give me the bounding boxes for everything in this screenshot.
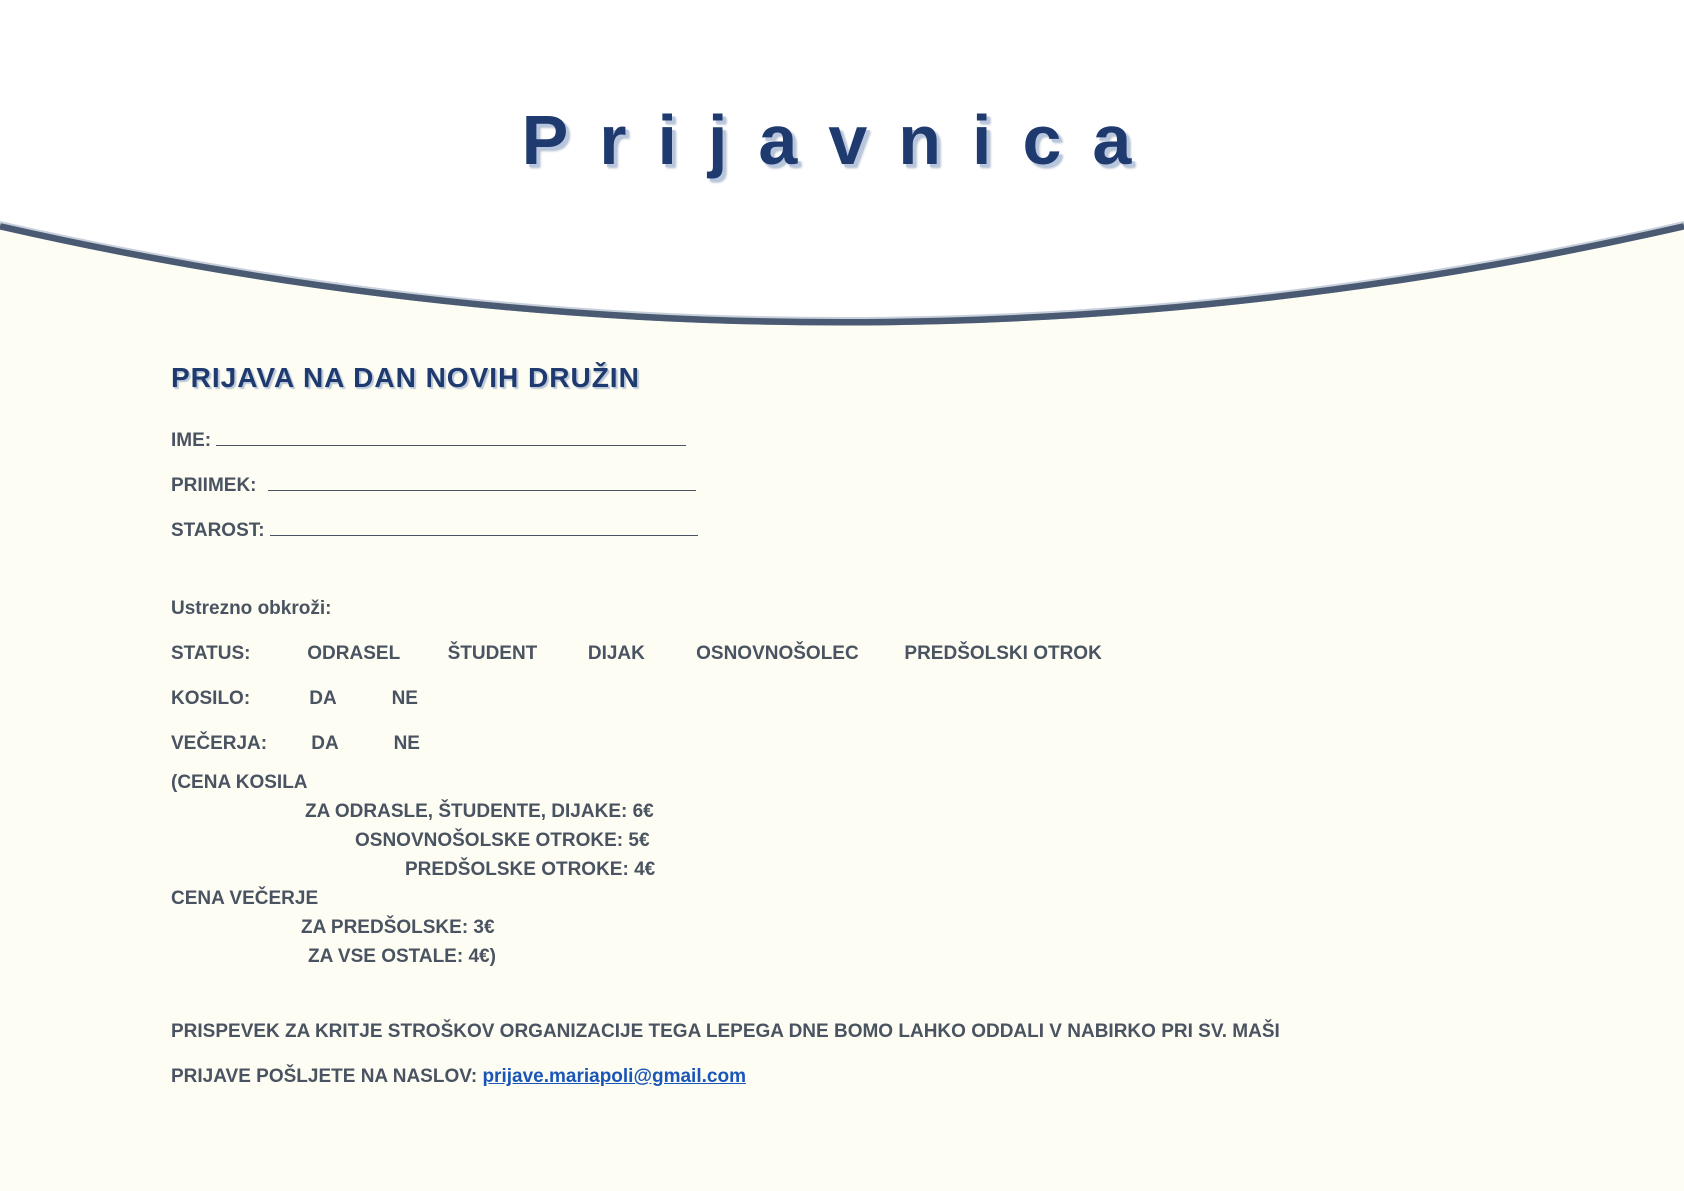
status-label: STATUS: xyxy=(171,643,251,664)
status-option-predsolski[interactable]: PREDŠOLSKI OTROK xyxy=(904,643,1102,664)
contribution-note: PRISPEVEK ZA KRITJE STROŠKOV ORGANIZACIJE TEGA LEPEGA DNE BOMO LAHKO ODDALI V NABIRKO PRI SV. MAŠI xyxy=(171,1021,1280,1042)
kosilo-row xyxy=(171,676,1571,721)
kosilo-option-ne[interactable]: NE xyxy=(391,688,418,709)
contact-line xyxy=(171,1054,1571,1099)
form-heading: PRIJAVA NA DAN NOVIH DRUŽIN xyxy=(171,362,640,393)
field-priimek xyxy=(171,463,1571,508)
status-option-dijak[interactable]: DIJAK xyxy=(587,643,645,664)
lunch-price-title: (CENA KOSILA xyxy=(171,772,308,793)
vecerja-option-da[interactable]: DA xyxy=(311,733,339,754)
dinner-price-line: ZA VSE OSTALE: 4€) xyxy=(308,946,496,967)
vecerja-option-ne[interactable]: NE xyxy=(393,733,420,754)
status-option-osnovnosolec[interactable]: OSNOVNOŠOLEC xyxy=(696,643,859,664)
kosilo-option-da[interactable]: DA xyxy=(309,688,337,709)
field-label: IME: xyxy=(171,430,212,451)
starost-input-line[interactable] xyxy=(270,511,698,536)
status-option-student[interactable]: ŠTUDENT xyxy=(447,643,538,664)
lunch-price-line: ZA ODRASLE, ŠTUDENTE, DIJAKE: 6€ xyxy=(305,801,654,822)
email-link[interactable]: prijave.mariapoli@gmail.com xyxy=(482,1066,746,1087)
vecerja-row xyxy=(171,721,1571,766)
field-ime xyxy=(171,418,1571,463)
lunch-price-line: OSNOVNOŠOLSKE OTROKE: 5€ xyxy=(355,830,650,851)
contact-label: PRIJAVE POŠLJETE NA NASLOV: xyxy=(171,1066,478,1087)
priimek-input-line[interactable] xyxy=(268,466,696,491)
ime-input-line[interactable] xyxy=(216,421,686,446)
status-row xyxy=(171,631,1571,676)
field-starost xyxy=(171,508,1571,553)
kosilo-label: KOSILO: xyxy=(171,688,251,709)
form-content xyxy=(171,362,1571,1099)
field-label: PRIIMEK: xyxy=(171,475,257,496)
field-label: STAROST: xyxy=(171,520,265,541)
lunch-price-line: PREDŠOLSKE OTROKE: 4€ xyxy=(405,859,656,880)
status-option-odrasel[interactable]: ODRASEL xyxy=(307,643,401,664)
dinner-price-line: ZA PREDŠOLSKE: 3€ xyxy=(301,917,495,938)
dinner-price-title: CENA VEČERJE xyxy=(171,888,319,909)
page-title: Prijavnica xyxy=(521,101,1163,179)
vecerja-label: VEČERJA: xyxy=(171,733,268,754)
instruction: Ustrezno obkroži: xyxy=(171,598,332,619)
